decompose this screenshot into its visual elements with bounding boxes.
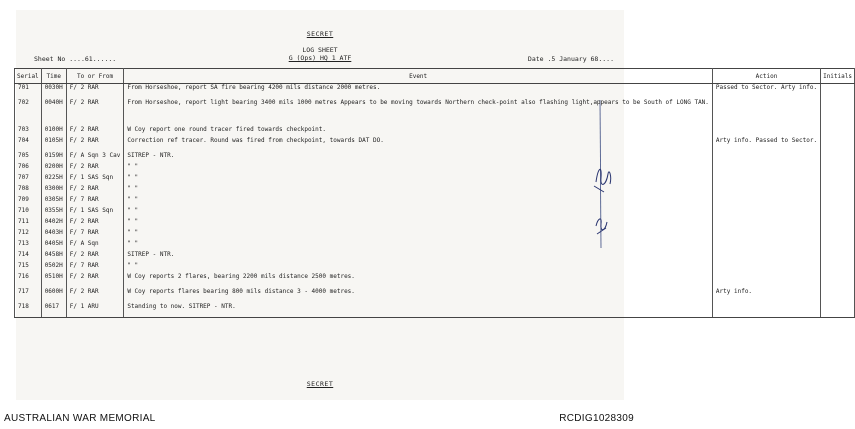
log-cell-event: Standing to now. SITREP - NTR. [124,303,713,318]
log-cell-action [712,273,820,288]
log-cell-action [712,262,820,273]
log-cell-to: F/ 2 RAR [66,218,124,229]
log-cell-serial: 715 [15,262,42,273]
log-table-row [15,251,855,262]
log-cell-initials [821,163,855,174]
log-table-row [15,288,855,303]
log-cell-serial: 718 [15,303,42,318]
log-table-row [15,84,855,100]
log-cell-to: F/ 2 RAR [66,163,124,174]
log-table-row [15,137,855,152]
log-cell-time: 0600H [41,288,66,303]
log-cell-time: 0300H [41,185,66,196]
log-table [14,68,855,318]
log-cell-to: F/ 2 RAR [66,251,124,262]
log-cell-initials [821,229,855,240]
log-cell-initials [821,273,855,288]
log-cell-to: F/ 7 RAR [66,229,124,240]
log-cell-action [712,229,820,240]
log-cell-action: Arty info. [712,288,820,303]
log-cell-initials [821,262,855,273]
log-cell-action [712,207,820,218]
log-table-body [15,84,855,318]
log-cell-time: 0510H [41,273,66,288]
log-cell-initials [821,196,855,207]
log-cell-serial: 704 [15,137,42,152]
log-cell-serial: 702 [15,99,42,126]
log-cell-time: 0105H [41,137,66,152]
log-cell-event: Correction ref tracer. Round was fired from checkpoint, towards DAT DO. [124,137,713,152]
log-cell-initials [821,288,855,303]
log-cell-time: 0200H [41,163,66,174]
sheet-date: Date .5 January 68.... [527,55,614,63]
log-cell-event: W Coy report one round tracer fired towards checkpoint. [124,126,713,137]
log-cell-time: 0617 [41,303,66,318]
log-cell-event: From Horseshoe, report light bearing 3400 mils 1000 metres Appears to be moving towards Northern check-point also flashing light,appears to be South of LONG TAN. [124,99,713,126]
log-cell-to: F/ 2 RAR [66,99,124,126]
log-cell-to: F/ A Sqn [66,240,124,251]
log-cell-event: " " [124,229,713,240]
log-cell-serial: 709 [15,196,42,207]
log-cell-to: F/ 2 RAR [66,288,124,303]
archive-name: AUSTRALIAN WAR MEMORIAL [4,413,156,424]
secret-marking-bottom: SECRET [306,380,334,388]
log-cell-action [712,303,820,318]
log-table-row [15,126,855,137]
log-cell-action [712,174,820,185]
log-cell-initials [821,185,855,196]
log-cell-action [712,163,820,174]
log-cell-to: F/ 1 SAS Sqn [66,207,124,218]
log-cell-time: 0305H [41,196,66,207]
log-cell-time: 0225H [41,174,66,185]
log-cell-action [712,126,820,137]
log-table-row [15,99,855,126]
log-cell-to: F/ 2 RAR [66,273,124,288]
log-cell-serial: 712 [15,229,42,240]
column-header-initials: Initials [821,69,855,84]
log-cell-event: W Coy reports flares bearing 800 mils distance 3 - 4000 metres. [124,288,713,303]
log-cell-to: F/ 1 SAS Sqn [66,174,124,185]
column-header-event: Event [124,69,713,84]
log-cell-initials [821,84,855,100]
log-cell-action [712,152,820,163]
log-cell-serial: 713 [15,240,42,251]
log-table-row [15,174,855,185]
log-cell-to: F/ 1 ARU [66,303,124,318]
log-cell-event: " " [124,240,713,251]
log-table-row [15,218,855,229]
log-cell-serial: 710 [15,207,42,218]
log-table-row [15,303,855,318]
log-cell-time: 0402H [41,218,66,229]
log-cell-time: 0100H [41,126,66,137]
log-cell-time: 0458H [41,251,66,262]
log-cell-to: F/ 2 RAR [66,137,124,152]
archive-footer [0,404,640,429]
log-cell-event: " " [124,207,713,218]
log-cell-initials [821,152,855,163]
log-table-row [15,152,855,163]
log-cell-event: From Horseshoe, report SA fire bearing 4200 mils distance 2000 metres. [124,84,713,100]
log-cell-initials [821,174,855,185]
log-cell-to: F/ 7 RAR [66,196,124,207]
log-cell-to: F/ 7 RAR [66,262,124,273]
log-cell-event: " " [124,196,713,207]
log-cell-to: F/ A Sqn 3 Cav [66,152,124,163]
log-cell-action [712,196,820,207]
log-table-row [15,185,855,196]
log-cell-event: " " [124,163,713,174]
log-cell-serial: 708 [15,185,42,196]
log-cell-serial: 714 [15,251,42,262]
unit-name: G (Ops) HQ 1 ATF [288,54,352,62]
log-table-row [15,262,855,273]
sheet-number: Sheet No ....61...... [34,55,117,63]
log-cell-action [712,99,820,126]
log-cell-initials [821,126,855,137]
column-header-to-or-from: To or From [66,69,124,84]
log-cell-event: " " [124,185,713,196]
log-table-row [15,163,855,174]
log-cell-initials [821,207,855,218]
column-header-serial: Serial [15,69,42,84]
log-cell-serial: 705 [15,152,42,163]
log-cell-serial: 703 [15,126,42,137]
log-cell-action: Passed to Sector. Arty info. [712,84,820,100]
log-table-row [15,240,855,251]
log-cell-event: " " [124,174,713,185]
log-cell-time: 0040H [41,99,66,126]
log-cell-action [712,240,820,251]
log-cell-time: 0355H [41,207,66,218]
log-cell-to: F/ 2 RAR [66,185,124,196]
log-table-header-row [15,69,855,84]
log-cell-event: W Coy reports 2 flares, bearing 2200 mils distance 2500 metres. [124,273,713,288]
log-cell-serial: 707 [15,174,42,185]
log-cell-initials [821,137,855,152]
log-cell-event: SITREP - NTR. [124,152,713,163]
log-cell-time: 0403H [41,229,66,240]
log-cell-time: 0030H [41,84,66,100]
archive-record-id: RCDIG1028309 [559,413,634,424]
log-cell-action: Arty info. Passed to Sector. [712,137,820,152]
log-cell-serial: 706 [15,163,42,174]
log-cell-action [712,251,820,262]
log-cell-initials [821,99,855,126]
log-cell-serial: 717 [15,288,42,303]
column-header-time: Time [41,69,66,84]
log-cell-initials [821,251,855,262]
log-table-row [15,207,855,218]
log-cell-to: F/ 2 RAR [66,126,124,137]
log-sheet-title: LOG SHEET [302,46,338,54]
log-cell-time: 0405H [41,240,66,251]
secret-marking-top: SECRET [306,30,334,38]
column-header-action: Action [712,69,820,84]
log-cell-time: 0502H [41,262,66,273]
log-cell-event: SITREP - NTR. [124,251,713,262]
log-cell-serial: 701 [15,84,42,100]
log-cell-serial: 716 [15,273,42,288]
log-cell-action [712,185,820,196]
log-cell-initials [821,303,855,318]
log-table-row [15,273,855,288]
log-cell-action [712,218,820,229]
log-cell-event: " " [124,262,713,273]
log-cell-to: F/ 2 RAR [66,84,124,100]
log-table-row [15,196,855,207]
log-cell-serial: 711 [15,218,42,229]
log-cell-event: " " [124,218,713,229]
log-cell-initials [821,240,855,251]
log-table-row [15,229,855,240]
log-cell-initials [821,218,855,229]
log-cell-time: 0159H [41,152,66,163]
